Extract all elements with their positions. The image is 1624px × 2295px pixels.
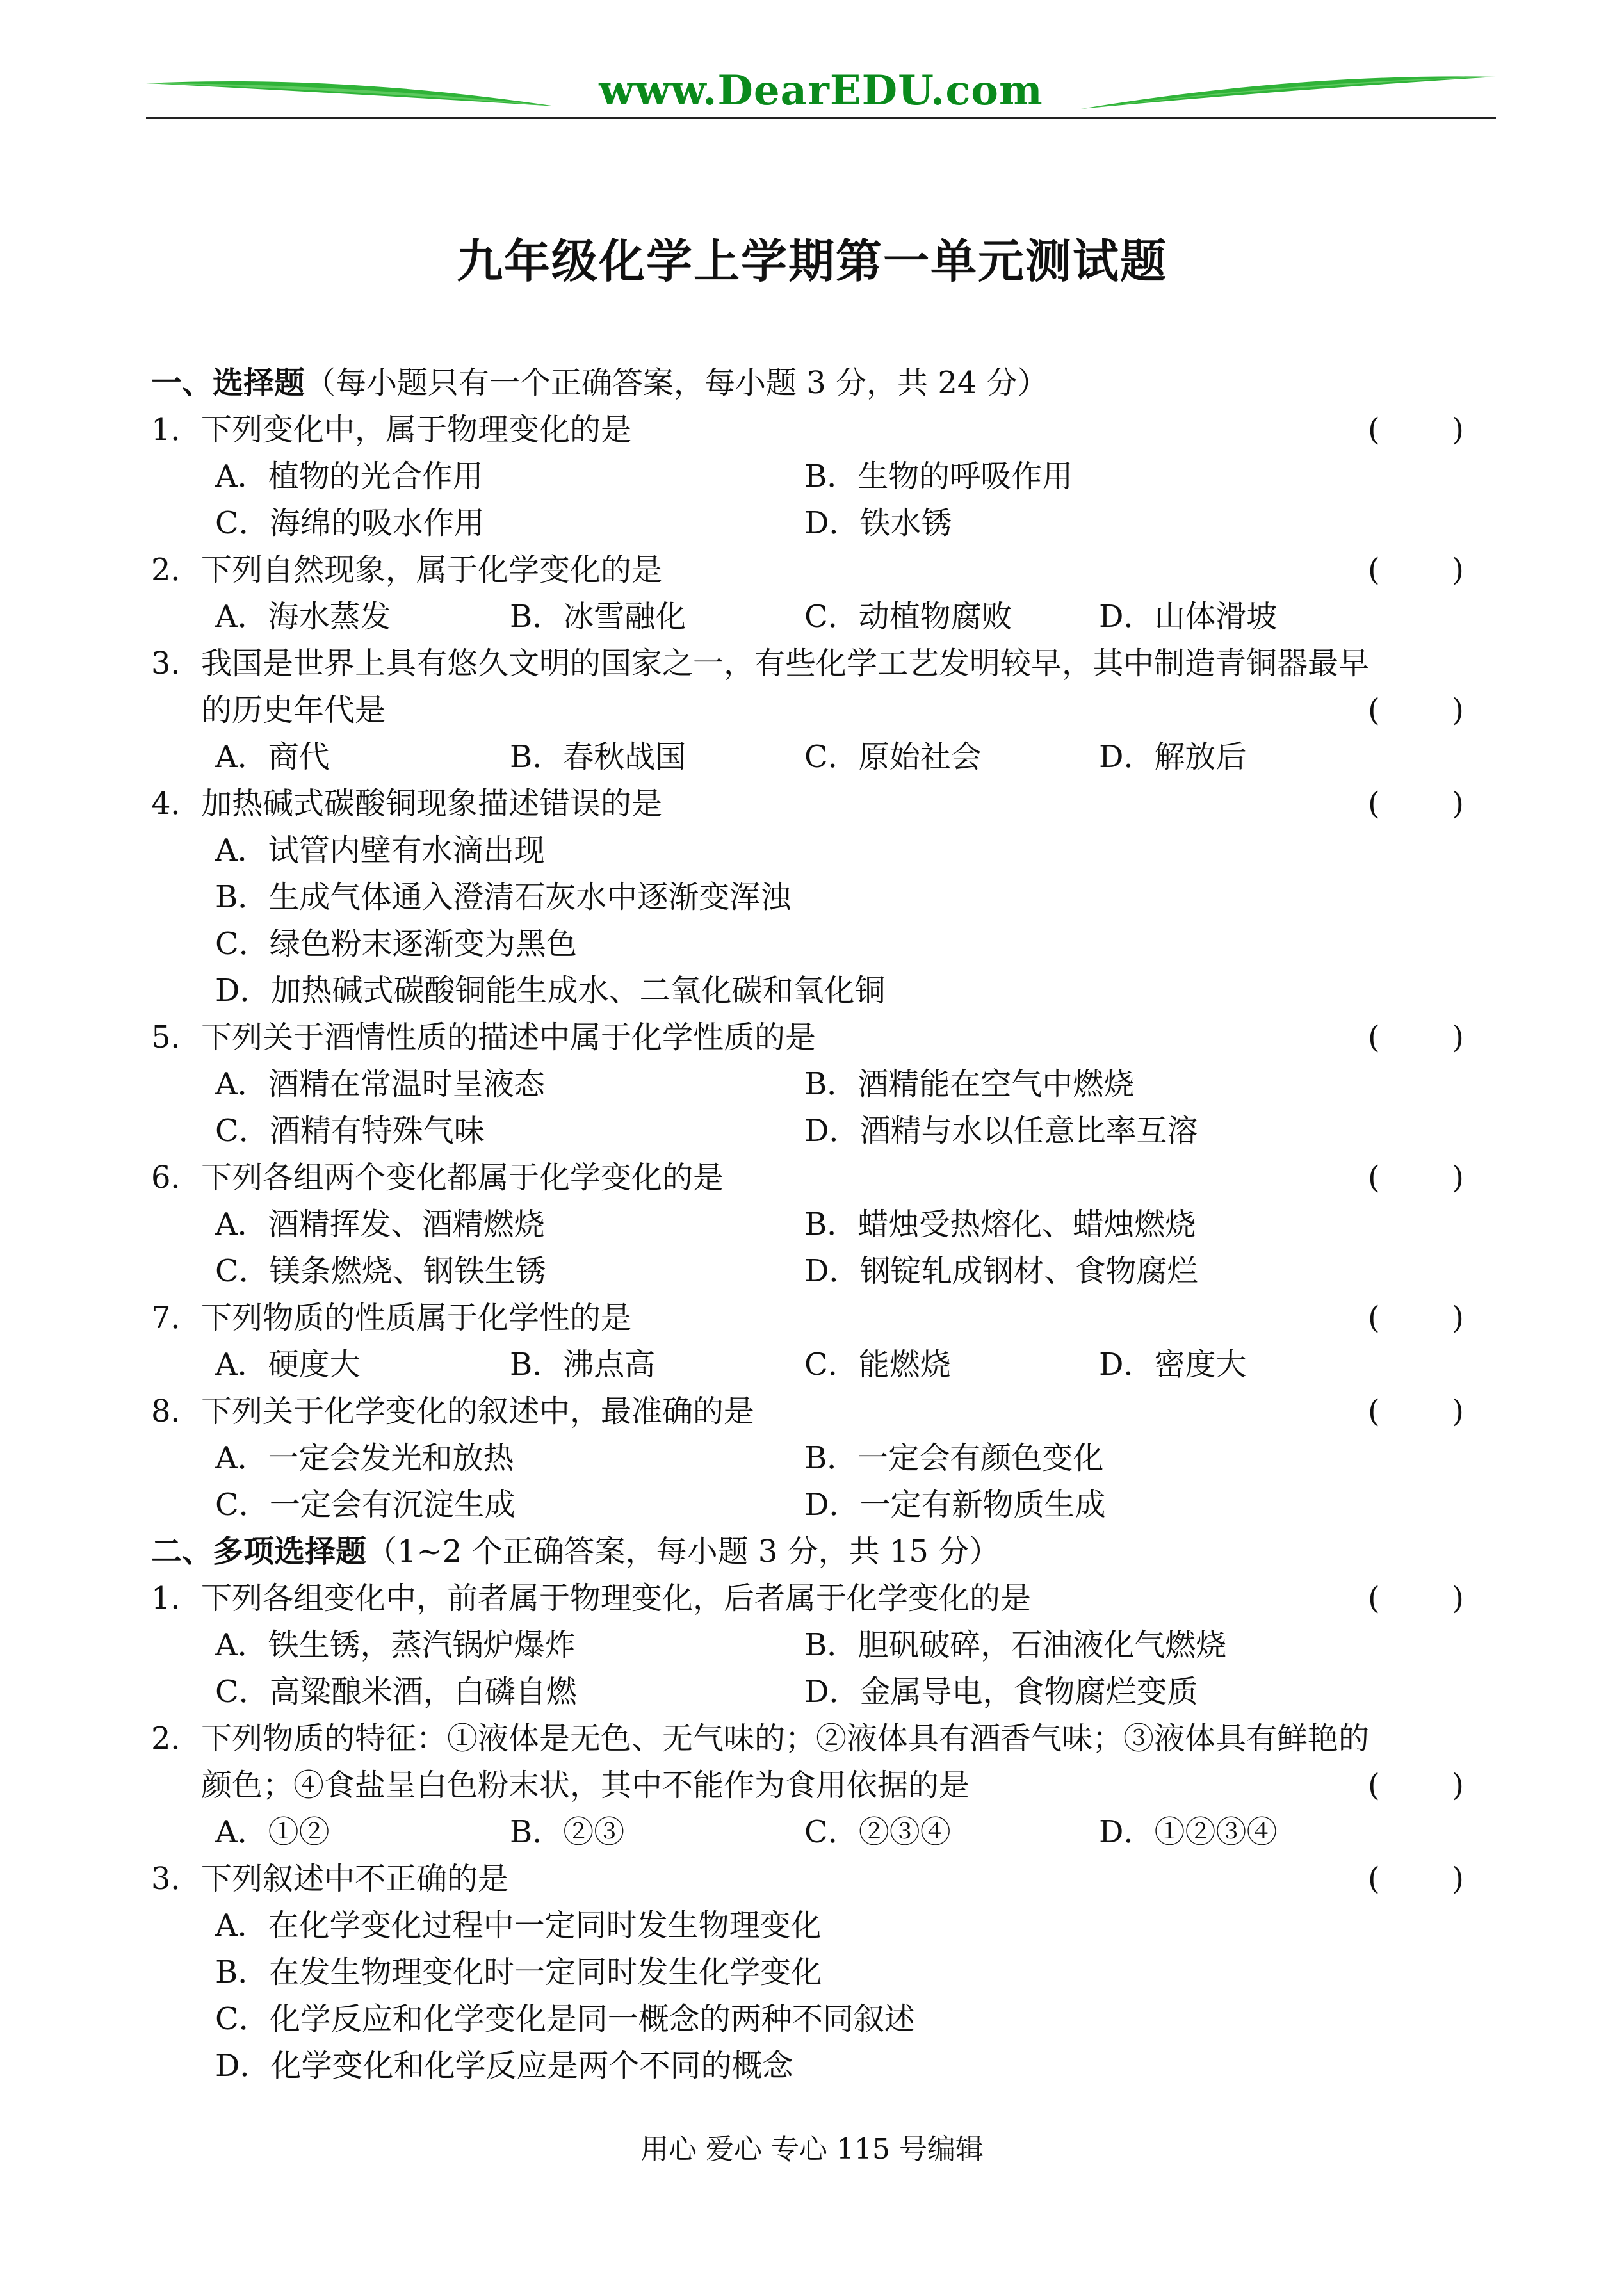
answer-option[interactable]: B．冰雪融化	[510, 599, 686, 635]
question-line	[151, 407, 1464, 453]
option-row	[151, 1061, 1464, 1108]
site-url-logo[interactable]: www.DearEDU.com	[599, 67, 1043, 115]
answer-option[interactable]: C．②③④	[804, 1814, 951, 1850]
option-row	[151, 1902, 1464, 1949]
answer-option[interactable]: A．海水蒸发	[215, 599, 391, 635]
question-text: 下列物质的性质属于化学性的是	[201, 1300, 632, 1336]
question-text: 加热碱式碳酸铜现象描述错误的是	[201, 786, 663, 822]
option-row	[151, 1201, 1464, 1248]
question-text: 下列关于化学变化的叙述中，最准确的是	[201, 1393, 755, 1429]
answer-option[interactable]: A．一定会发光和放热	[215, 1440, 514, 1476]
answer-option[interactable]: A．在化学变化过程中一定同时发生物理变化	[215, 1908, 822, 1943]
answer-paren-right: )	[1452, 1019, 1464, 1055]
answer-option[interactable]: B．在发生物理变化时一定同时发生化学变化	[215, 1954, 822, 1990]
option-row	[151, 453, 1464, 500]
answer-option[interactable]: C．海绵的吸水作用	[215, 505, 485, 541]
answer-paren-right: )	[1452, 1393, 1464, 1429]
answer-option[interactable]: B．蜡烛受热熔化、蜡烛燃烧	[804, 1206, 1196, 1242]
question-text: 的历史年代是	[201, 692, 386, 728]
answer-option[interactable]: A．酒精挥发、酒精燃烧	[215, 1206, 545, 1242]
header-rule	[146, 117, 1496, 119]
answer-option[interactable]: B．生成气体通入澄清石灰水中逐渐变浑浊	[215, 879, 792, 915]
answer-option[interactable]: C．动植物腐败	[804, 599, 1012, 635]
question-line	[151, 1388, 1464, 1435]
answer-option[interactable]: C．化学反应和化学变化是同一概念的两种不同叙述	[215, 2001, 915, 2037]
option-row	[151, 1342, 1464, 1388]
answer-paren-left: (	[1368, 1767, 1380, 1803]
section-note: （1~2 个正确答案，每小题 3 分，共 15 分）	[366, 1534, 1000, 1569]
question-number: 3．	[151, 1861, 202, 1897]
answer-paren-left: (	[1368, 1861, 1380, 1897]
answer-option[interactable]: C．原始社会	[804, 739, 982, 775]
answer-option[interactable]: A．①②	[215, 1814, 330, 1850]
question-text: 下列变化中，属于物理变化的是	[201, 412, 632, 448]
option-row	[151, 594, 1464, 640]
option-row	[151, 968, 1464, 1014]
answer-option[interactable]: D．山体滑坡	[1099, 599, 1278, 635]
answer-option[interactable]: D．酒精与水以任意比率互溶	[804, 1113, 1198, 1149]
answer-paren-right: )	[1452, 412, 1464, 448]
answer-option[interactable]: D．化学变化和化学反应是两个不同的概念	[215, 2048, 793, 2084]
answer-option[interactable]: D．钢锭轧成钢材、食物腐烂	[804, 1253, 1198, 1289]
option-row	[151, 1622, 1464, 1669]
answer-option[interactable]: B．胆矾破碎，石油液化气燃烧	[804, 1627, 1227, 1663]
answer-paren-right: )	[1452, 1160, 1464, 1196]
question-line	[151, 687, 1464, 734]
answer-option[interactable]: B．沸点高	[510, 1347, 656, 1383]
answer-option[interactable]: D．解放后	[1099, 739, 1247, 775]
question-number: 3．	[151, 645, 202, 681]
answer-option[interactable]: C．绿色粉末逐渐变为黑色	[215, 926, 577, 962]
question-line	[151, 1715, 1464, 1762]
option-row	[151, 1949, 1464, 1996]
question-text: 下列物质的特征：①液体是无色、无气味的；②液体具有酒香气味；③液体具有鲜艳的	[201, 1721, 1370, 1756]
answer-option[interactable]: A．硬度大	[215, 1347, 361, 1383]
answer-option[interactable]: B．酒精能在空气中燃烧	[804, 1066, 1135, 1102]
section-heading	[151, 1529, 1464, 1575]
question-line	[151, 547, 1464, 594]
question-text: 颜色；④食盐呈白色粉末状，其中不能作为食用依据的是	[201, 1767, 970, 1803]
question-number: 7．	[151, 1300, 202, 1336]
site-header	[146, 61, 1496, 126]
answer-paren-left: (	[1368, 1393, 1380, 1429]
answer-option[interactable]: C．酒精有特殊气味	[215, 1113, 485, 1149]
option-row	[151, 1809, 1464, 1856]
answer-paren-right: )	[1452, 1767, 1464, 1803]
answer-option[interactable]: A．商代	[215, 739, 330, 775]
question-number: 2．	[151, 552, 202, 588]
option-row	[151, 874, 1464, 921]
option-row	[151, 1669, 1464, 1715]
section-note: （每小题只有一个正确答案，每小题 3 分，共 24 分）	[305, 365, 1048, 401]
question-text: 下列叙述中不正确的是	[201, 1861, 509, 1897]
question-number: 6．	[151, 1160, 202, 1196]
answer-option[interactable]: A．铁生锈，蒸汽锅炉爆炸	[215, 1627, 576, 1663]
question-number: 2．	[151, 1721, 202, 1756]
option-row	[151, 921, 1464, 968]
answer-paren-left: (	[1368, 692, 1380, 728]
answer-option[interactable]: A．酒精在常温时呈液态	[215, 1066, 545, 1102]
question-line	[151, 1762, 1464, 1809]
option-row	[151, 2043, 1464, 2089]
answer-paren-left: (	[1368, 1300, 1380, 1336]
option-row	[151, 1996, 1464, 2043]
option-row	[151, 734, 1464, 781]
answer-paren-left: (	[1368, 412, 1380, 448]
answer-option[interactable]: B．生物的呼吸作用	[804, 458, 1073, 494]
question-text: 下列各组变化中，前者属于物理变化，后者属于化学变化的是	[201, 1580, 1032, 1616]
answer-option[interactable]: D．一定有新物质生成	[804, 1487, 1106, 1523]
question-number: 4．	[151, 786, 202, 822]
question-line	[151, 640, 1464, 687]
answer-paren-left: (	[1368, 1160, 1380, 1196]
answer-option[interactable]: D．①②③④	[1099, 1814, 1278, 1850]
question-text: 下列关于酒情性质的描述中属于化学性质的是	[201, 1019, 816, 1055]
option-row	[151, 827, 1464, 874]
answer-option[interactable]: B．②③	[510, 1814, 625, 1850]
question-line	[151, 1575, 1464, 1622]
option-row	[151, 500, 1464, 547]
answer-paren-left: (	[1368, 1580, 1380, 1616]
answer-paren-right: )	[1452, 1580, 1464, 1616]
answer-option[interactable]: C．一定会有沉淀生成	[215, 1487, 516, 1523]
answer-paren-right: )	[1452, 1300, 1464, 1336]
answer-option[interactable]: C．高粱酿米酒，白磷自燃	[215, 1674, 577, 1710]
question-line	[151, 781, 1464, 827]
answer-paren-left: (	[1368, 552, 1380, 588]
question-number: 1．	[151, 412, 202, 448]
answer-option[interactable]: B．春秋战国	[510, 739, 686, 775]
section-title: 二、多项选择题	[151, 1534, 367, 1569]
option-row	[151, 1482, 1464, 1529]
answer-option[interactable]: D．金属导电，食物腐烂变质	[804, 1674, 1198, 1710]
question-number: 1．	[151, 1580, 202, 1616]
answer-option[interactable]: D．加热碱式碳酸铜能生成水、二氧化碳和氧化铜	[215, 973, 886, 1009]
page-footer: 用心 爱心 专心 115 号编辑	[640, 2133, 984, 2166]
question-text: 下列各组两个变化都属于化学变化的是	[201, 1160, 724, 1196]
answer-option[interactable]: D．铁水锈	[804, 505, 952, 541]
question-line	[151, 1295, 1464, 1342]
exam-content	[151, 360, 1464, 2089]
option-row	[151, 1435, 1464, 1482]
question-text: 下列自然现象，属于化学变化的是	[201, 552, 663, 588]
section-heading	[151, 360, 1464, 407]
answer-option[interactable]: D．密度大	[1099, 1347, 1247, 1383]
answer-paren-left: (	[1368, 786, 1380, 822]
question-number: 8．	[151, 1393, 202, 1429]
question-line	[151, 1014, 1464, 1061]
question-line	[151, 1856, 1464, 1902]
answer-paren-right: )	[1452, 552, 1464, 588]
question-text: 我国是世界上具有悠久文明的国家之一，有些化学工艺发明较早，其中制造青铜器最早	[201, 645, 1370, 681]
answer-option[interactable]: A．植物的光合作用	[215, 458, 483, 494]
option-row	[151, 1248, 1464, 1295]
answer-option[interactable]: C．能燃烧	[804, 1347, 951, 1383]
question-number: 5．	[151, 1019, 202, 1055]
answer-option[interactable]: C．镁条燃烧、钢铁生锈	[215, 1253, 546, 1289]
page-title: 九年级化学上学期第一单元测试题	[456, 234, 1167, 288]
answer-paren-left: (	[1368, 1019, 1380, 1055]
answer-option[interactable]: A．试管内壁有水滴出现	[215, 832, 545, 868]
section-title: 一、选择题	[151, 365, 305, 401]
question-line	[151, 1155, 1464, 1201]
option-row	[151, 1108, 1464, 1155]
answer-option[interactable]: B．一定会有颜色变化	[804, 1440, 1104, 1476]
answer-paren-right: )	[1452, 786, 1464, 822]
answer-paren-right: )	[1452, 1861, 1464, 1897]
answer-paren-right: )	[1452, 692, 1464, 728]
